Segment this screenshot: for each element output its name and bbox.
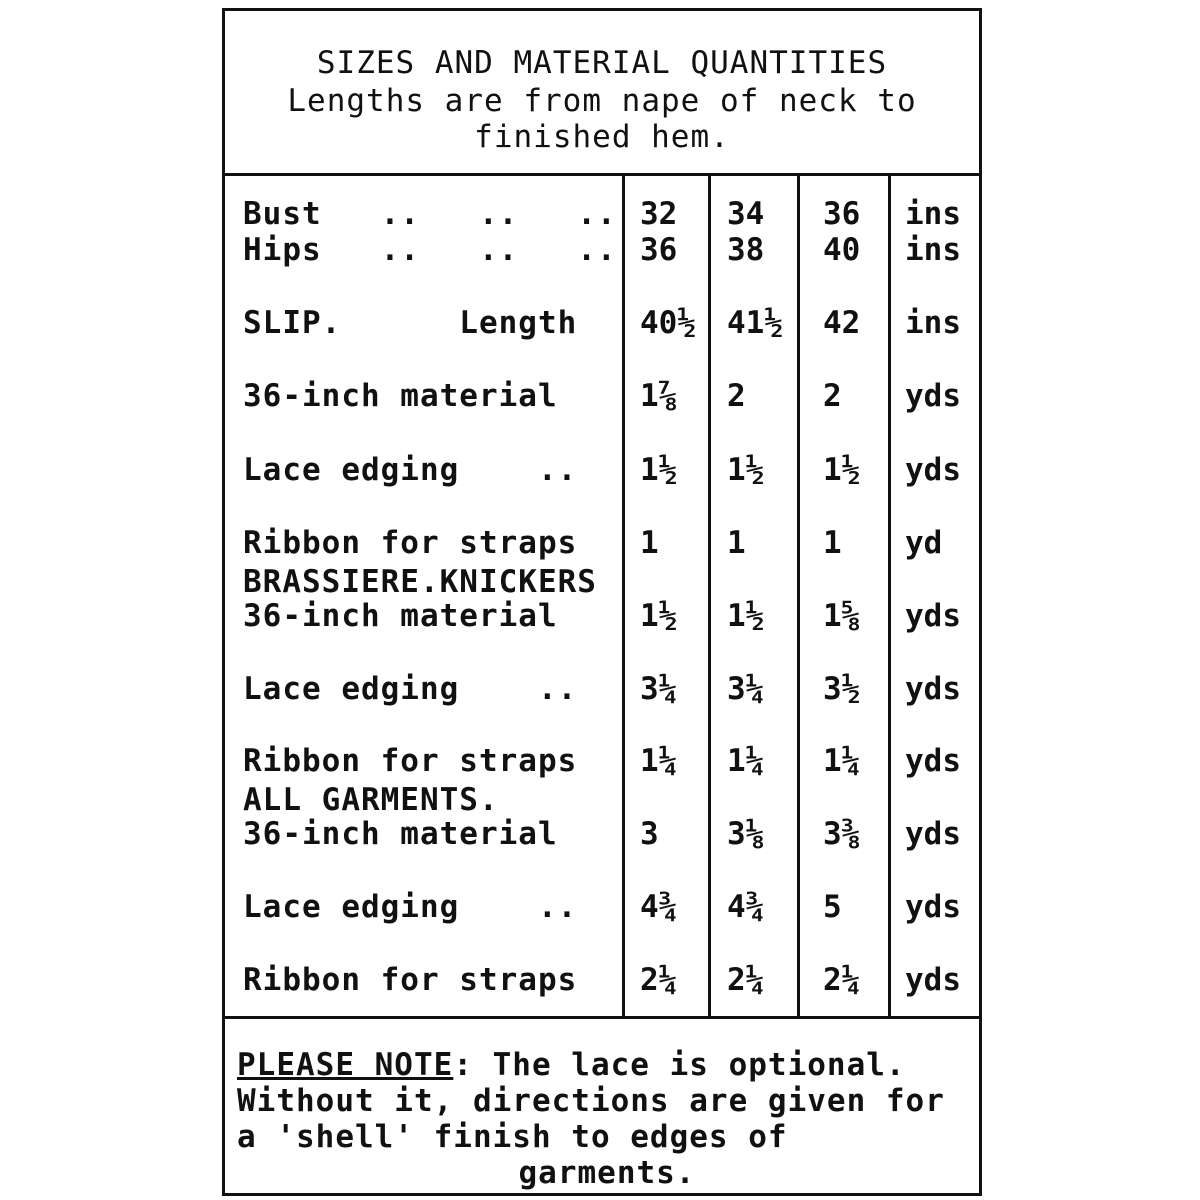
row-label: Lace edging .. bbox=[243, 452, 578, 488]
size-32-value: 1 bbox=[640, 525, 659, 561]
size-34-value: 2¼ bbox=[727, 962, 765, 998]
size-32-value: 4¾ bbox=[640, 889, 678, 925]
unit-label: yds bbox=[905, 962, 961, 998]
size-34-value: 1½ bbox=[727, 452, 765, 488]
size-36-value: 40 bbox=[823, 232, 861, 268]
size-32-value: 1½ bbox=[640, 598, 678, 634]
section-heading bbox=[225, 564, 979, 600]
row-label: Ribbon for straps bbox=[243, 743, 578, 779]
unit-label: yds bbox=[905, 378, 961, 414]
size-32-value: 2¼ bbox=[640, 962, 678, 998]
size-36-value: 1 bbox=[823, 525, 842, 561]
size-36-value: 1⅝ bbox=[823, 598, 861, 634]
table-row bbox=[225, 378, 979, 414]
unit-label: ins bbox=[905, 232, 961, 268]
size-32-value: 1½ bbox=[640, 452, 678, 488]
row-label: 36-inch material bbox=[243, 598, 558, 634]
section-heading bbox=[225, 782, 979, 818]
size-32-value: 1⅞ bbox=[640, 378, 678, 414]
table-row bbox=[225, 525, 979, 561]
unit-label: ins bbox=[905, 305, 961, 341]
section-label: ALL GARMENTS. bbox=[243, 782, 499, 818]
row-label: Lace edging .. bbox=[243, 889, 578, 925]
table-row bbox=[225, 452, 979, 488]
table-row bbox=[225, 962, 979, 998]
row-label: Ribbon for straps bbox=[243, 525, 578, 561]
size-32-value: 36 bbox=[640, 232, 678, 268]
size-32-value: 40½ bbox=[640, 305, 696, 341]
size-36-value: 36 bbox=[823, 196, 861, 232]
note-text: : The lace is optional. Without it, directions are given for a 'shell' finish to edges of bbox=[237, 1047, 945, 1155]
size-34-value: 1 bbox=[727, 525, 746, 561]
size-34-value: 41½ bbox=[727, 305, 783, 341]
size-34-value: 34 bbox=[727, 196, 765, 232]
unit-label: yds bbox=[905, 889, 961, 925]
size-36-value: 2 bbox=[823, 378, 842, 414]
size-36-value: 2¼ bbox=[823, 962, 861, 998]
note-section bbox=[225, 1016, 979, 1196]
quantities-table bbox=[225, 176, 979, 1016]
unit-label: yds bbox=[905, 816, 961, 852]
table-row bbox=[225, 889, 979, 925]
size-34-value: 1¼ bbox=[727, 743, 765, 779]
size-36-value: 5 bbox=[823, 889, 842, 925]
table-row bbox=[225, 598, 979, 634]
please-note bbox=[237, 1047, 977, 1191]
chart-title: SIZES AND MATERIAL QUANTITIES bbox=[316, 45, 888, 81]
table-row bbox=[225, 232, 979, 268]
table-row bbox=[225, 816, 979, 852]
row-label: SLIP. Length bbox=[243, 305, 578, 341]
section-label: BRASSIERE.KNICKERS bbox=[243, 564, 597, 600]
size-chart-card bbox=[222, 8, 982, 1196]
unit-label: yds bbox=[905, 671, 961, 707]
unit-label: yds bbox=[905, 598, 961, 634]
note-last-line: garments. bbox=[518, 1155, 696, 1191]
chart-header bbox=[225, 11, 979, 176]
size-32-value: 1¼ bbox=[640, 743, 678, 779]
row-label: 36-inch material bbox=[243, 378, 558, 414]
row-label: Lace edging .. bbox=[243, 671, 578, 707]
unit-label: yd bbox=[905, 525, 943, 561]
size-34-value: 1½ bbox=[727, 598, 765, 634]
table-row bbox=[225, 196, 979, 232]
size-36-value: 1½ bbox=[823, 452, 861, 488]
note-heading: PLEASE NOTE bbox=[237, 1047, 454, 1083]
size-32-value: 3¼ bbox=[640, 671, 678, 707]
unit-label: yds bbox=[905, 452, 961, 488]
unit-label: ins bbox=[905, 196, 961, 232]
size-36-value: 42 bbox=[823, 305, 861, 341]
row-label: 36-inch material bbox=[243, 816, 558, 852]
row-label: Ribbon for straps bbox=[243, 962, 578, 998]
size-34-value: 2 bbox=[727, 378, 746, 414]
chart-subtitle: Lengths are from nape of neck to finished hem. bbox=[287, 83, 917, 155]
size-32-value: 32 bbox=[640, 196, 678, 232]
size-32-value: 3 bbox=[640, 816, 659, 852]
table-row bbox=[225, 671, 979, 707]
row-label: Bust .. .. .. bbox=[243, 196, 617, 232]
size-34-value: 3⅛ bbox=[727, 816, 765, 852]
unit-label: yds bbox=[905, 743, 961, 779]
size-36-value: 1¼ bbox=[823, 743, 861, 779]
size-36-value: 3⅜ bbox=[823, 816, 861, 852]
size-34-value: 3¼ bbox=[727, 671, 765, 707]
size-34-value: 38 bbox=[727, 232, 765, 268]
table-row bbox=[225, 305, 979, 341]
size-34-value: 4¾ bbox=[727, 889, 765, 925]
table-row bbox=[225, 743, 979, 779]
row-label: Hips .. .. .. bbox=[243, 232, 617, 268]
size-36-value: 3½ bbox=[823, 671, 861, 707]
